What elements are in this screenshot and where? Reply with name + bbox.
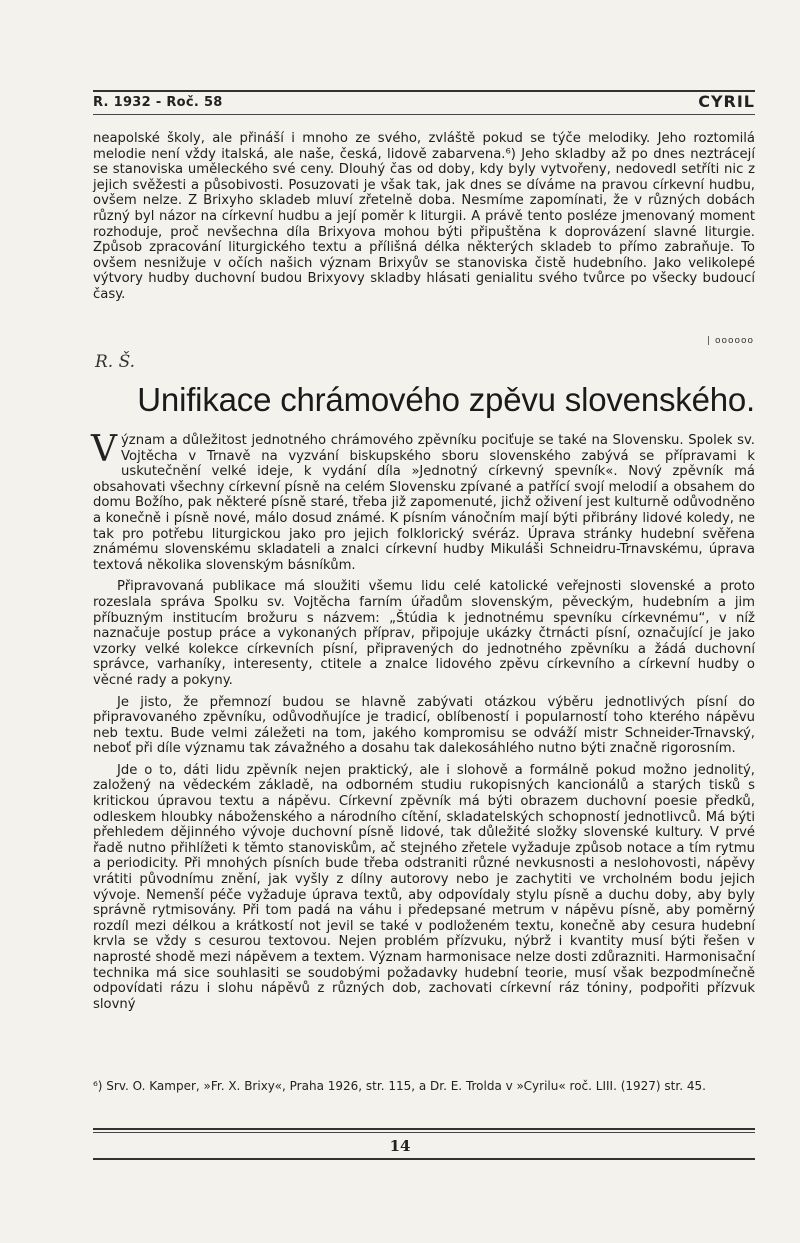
- article-body: [91, 429, 755, 1018]
- article-paragraph-1: [91, 429, 755, 573]
- journal-title: CYRIL: [698, 92, 755, 111]
- footnote: ⁶) Srv. O. Kamper, »Fr. X. Brixy«, Praha 1926, str. 115, a Dr. E. Trolda v »Cyrilu« roč. LIII. (1927) str. 45.: [93, 1079, 706, 1093]
- issue-label: R. 1932 - Roč. 58: [93, 95, 223, 110]
- intro-paragraph: [93, 131, 755, 303]
- article-paragraph-4: Jde o to, dáti lidu zpěvník nejen praktický, ale i slohově a formálně pokud možno jednolitý, založený na vědeckém základě, na odborném studiu rukopisných kancionálů a starých tisků s kritickou úpravou textu a nápěvu. Církevní zpěvník má býti obrazem duchovní poesie předků, odleskem hloubky náboženského a národního cítění, skladatelských schopností jednotlivců. Má býti přehledem dějinného vývoje duchovní písně lidové, tak důležité složky slovenské kultury. V prvé řadě nutno přihlížeti k těmto stanoviskům, ač stejného zřetele vyžaduje způsob notace a tím rytmu a periodicity. Při mnohých písních bude třeba odstraniti různé nevkusnosti a neslohovosti, nápěvy vrátiti původnímu znění, jak vyšly z dílny autorovy nebo je zachytiti ve vrcholném bodu jejich vývoje. Nemenší péče vyžaduje úprava textů, aby odpovídaly stylu písně a duchu doby, aby byly správně rytmisovány. Při tom padá na váhu i předepsané metrum v nápěvu písně, aby poměrný rozdíl mezi délkou a krátkostí not jevil se také v podloženém textu, konečně aby cesura hudební krvla se vždy s cesurou textovou. Nejen problém přízvuku, nýbrž i kvantity musí býti řešen v naprosté shodě mezi nápěvem a textem. Význam harmonisace nelze dosti zdůrazniti. Harmonisační technika má sice souhlasiti se soudobými požadavky hudební teorie, musí však bezpodmínečně odpovídati rázu i slohu nápěvů z různých dob, zachovati církevní ráz tóniny, podpořiti přízvuk slovný: [93, 762, 755, 1012]
- header-rule: [93, 114, 755, 115]
- footer-rule-top: [93, 1128, 755, 1130]
- article-paragraph-1-text: ýznam a důležitost jednotného chrámového zpěvníku pociťuje se také na Slovensku. Spolek sv. Vojtěcha v Trnavě na vyzvání biskupského sboru slovenského zabývá se přípravami k uskutečnění velké ideje, k vydání díla »Jednotný církevný spevník«. Nový zpěvník má obsahovati všechny církevní písně na celém Slovensku zpívané a patřící svojí melodií a obsahem do domu Božího, pak některé písně staré, třeba již zapomenuté, jichž oživení jest kulturně odůvodněno a konečně i písně nové, málo dosud známé. K písním vánočním mají býti přibrány lidové koledy, ne tak pro potřebu liturgickou jako pro jejich folklorický svéráz. Úprava stránky hudební svěřena známému slovenskému skladateli a znalci církevní hudby Mikuláši Schneidru-Trnavskému, úprava textová několika slovenským básníkům.: [93, 433, 755, 573]
- running-header: [93, 90, 755, 116]
- article-paragraph-3: Je jisto, že přemnozí budou se hlavně zabývati otázkou výběru jednotlivých písní do připravovaného zpěvníku, odůvodňujíce je tradicí, oblíbeností i popularností toho kterého nápěvu neb textu. Bude velmi záležeti na tom, jakého kompromisu se odváží mistr Schneider-Trnavský, neboť při díle významu tak závažného a dosahu tak dalekosáhlého nutno býti značně rigorosním.: [93, 694, 755, 757]
- article-paragraph-2: Připravovaná publikace má sloužiti všemu lidu celé katolické veřejnosti slovenské a proto rozeslala správa Spolku sv. Vojtěcha farním úřadům slovenským, pěveckým, hudebním a jim příbuzným institucím brožuru s názvem: „Štúdia k jednotnému spevníku církevnému“, v níž naznačuje postup práce a vykonaných příprav, připojuje ukázky čtrnácti písní, označující je jako vzorky velké kolekce církevních písní, připravených do jednotného zpěvníku a žádá duchovní správce, varhaníky, interesenty, ctitele a znalce lidového zpěvu církevního a církevní hudby o věcné rady a pokyny.: [93, 579, 755, 688]
- drop-cap: V: [91, 429, 117, 470]
- page-number: 14: [389, 1137, 411, 1155]
- intro-text: neapolské školy, ale přináší i mnoho ze svého, zvláště pokud se týče melodiky. Jeho roztomilá melodie není vždy italská, ale naše, česká, lidově zabarvena.⁶) Jeho skladby až po dnes neztrácejí se stanoviska uměleckého své ceny. Dlouhý čas od doby, kdy byly vytvořeny, nedovedl setříti nic z jejich svěžesti a působivosti. Posuzovati je však tak, jak dnes se díváme na pravou církevní hudbu, ovšem nelze. Z Brixyho skladeb mluví zřetelně doba. Nesmíme zapomínati, že v různých dobách různý byl názor na církevní hudbu a její poměr k liturgii. A právě tento posléze jmenovaný moment rozhoduje, proč nevšechna díla Brixyova mohou býti připuštěna k doprovázení slavné liturgie. Způsob zpracování liturgického textu a přílišná délka některých skladeb to přímo zabraňuje. To ovšem nesnižuje v očích našich význam Brixyův se stanoviska čistě hudebního. Jako velikolepé výtvory hudby duchovní budou Brixyovy skladby hlásati genialitu svého tvůrce po všecky budoucí časy.: [93, 131, 755, 302]
- ornament: | oooooo: [707, 336, 754, 346]
- article-title: Unifikace chrámového zpěvu slovenského.: [137, 381, 755, 418]
- article-author: R. Š.: [95, 352, 136, 372]
- footer-rule-bottom: [93, 1158, 755, 1160]
- footer-rule-thin: [93, 1132, 755, 1133]
